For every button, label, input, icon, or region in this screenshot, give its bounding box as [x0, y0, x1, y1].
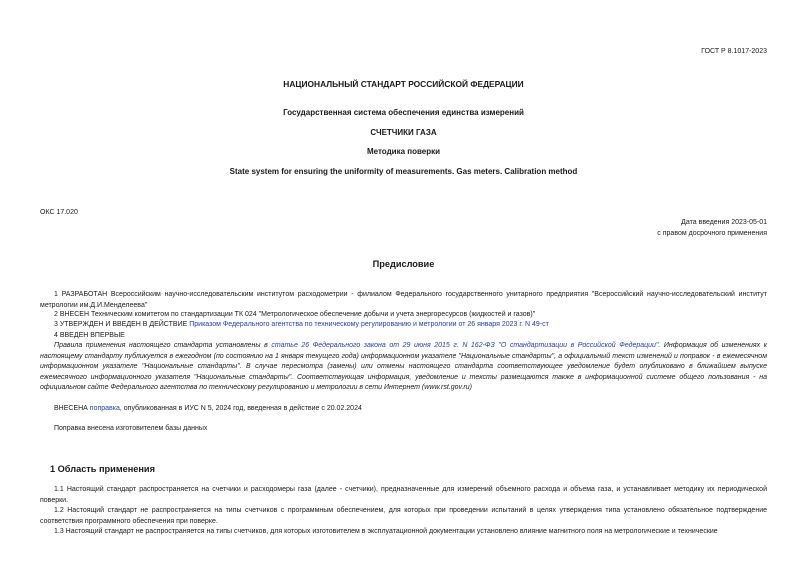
- foreword-item-3: [54, 320, 767, 331]
- method-title: Методика поверки: [366, 147, 441, 156]
- subject-title: СЧЕТЧИКИ ГАЗА: [370, 128, 437, 137]
- english-title: State system for ensuring the uniformity of measurements. Gas meters. Calibration method: [229, 167, 578, 176]
- standard-title: НАЦИОНАЛЬНЫЙ СТАНДАРТ РОССИЙСКОЙ ФЕДЕРАЦИИ: [283, 79, 524, 89]
- amendment-suffix: , опубликованная в ИУС N 5, 2024 год, введенная в действие с 20.02.2024: [119, 405, 362, 412]
- rules-suffix: . Информация об изменениях к настоящему стандарту публикуется в ежегодном (по состоянию на 1 января текущего года) информационном указателе "Национальные стандарты", а официальный текст изменений и поправок - в ежемесячном информационном указателе "Национальные стандарты". В случае пересмотра (замены) или отмены настоящего стандарта соответствующее уведомление будет опубликовано в ближайшем выпуске ежемесячного информационного указателя "Национальные стандарты". Соответствующая информация, уведомление и тексты размещаются также в информационной системе общего пользования - на официальном сайте Федерального агентства по техническому регулированию и метрологии в сети Интернет (www.rst.gov.ru): [40, 342, 768, 391]
- foreword-heading: Предисловие: [372, 259, 435, 269]
- gost-number: ГОСТ Р 8.1017-2023: [701, 48, 767, 55]
- scope-paragraph-1: 1.1 Настоящий стандарт распространяется на счетчики и расходомеры газа (далее - счетчики), предназначенные для измерений объемного расхода и объема газа, и устанавливает методику их периодической поверки.: [40, 486, 767, 504]
- amendment-prefix: ВНЕСЕНА: [54, 405, 90, 412]
- amendment-note: Поправка внесена изготовителем базы данных: [54, 425, 208, 432]
- system-title: Государственная система обеспечения единства измерений: [283, 108, 524, 117]
- intro-date: Дата введения 2023-05-01: [681, 219, 767, 226]
- scope-heading: 1 Область применения: [50, 464, 155, 474]
- amendment-link[interactable]: поправка: [89, 405, 120, 412]
- federal-law-link[interactable]: статье 26 Федерального закона от 29 июня 2015 г. N 162-ФЗ "О стандартизации в Российской Федерации": [271, 342, 659, 349]
- amendment-line: [54, 404, 767, 415]
- foreword-item-3-text: 3 УТВЕРЖДЕН И ВВЕДЕН В ДЕЙСТВИЕ: [54, 321, 190, 328]
- foreword-item-1: 1 РАЗРАБОТАН Всероссийским научно-исследовательским институтом расходометрии - филиалом Федерального государственного унитарного предприятия "Всероссийский научно-исследовательский институт метрологии им.Д.И.Менделеева": [40, 291, 767, 309]
- foreword-item-2: 2 ВНЕСЕН Техническим комитетом по стандартизации ТК 024 "Метрологическое обеспечение добычи и учета энергоресурсов (жидкостей и газов)": [54, 311, 536, 318]
- scope-paragraph-2: 1.2 Настоящий стандарт не распространяется на типы счетчиков с программным обеспечением, для которых при проведении испытаний в целях утверждения типа установлено обязательное подтверждение соответствия программного обеспечения при поверке.: [40, 507, 767, 525]
- order-link[interactable]: Приказом Федерального агентства по техническому регулированию и метрологии от 26 января 2023 г. N 49-ст: [189, 321, 549, 328]
- oks-code: ОКС 17.020: [40, 209, 78, 216]
- rules-paragraph: [40, 341, 767, 394]
- scope-paragraph-3: 1.3 Настоящий стандарт не распространяется на типы счетчиков, для которых изготовителем в эксплуатационной документации установлено влияние магнитного поля на метрологические и технические: [54, 528, 718, 535]
- rules-prefix: Правила применения настоящего стандарта установлены в: [54, 342, 272, 349]
- foreword-item-4: 4 ВВЕДЕН ВПЕРВЫЕ: [54, 332, 125, 339]
- early-use-note: с правом досрочного применения: [657, 230, 767, 237]
